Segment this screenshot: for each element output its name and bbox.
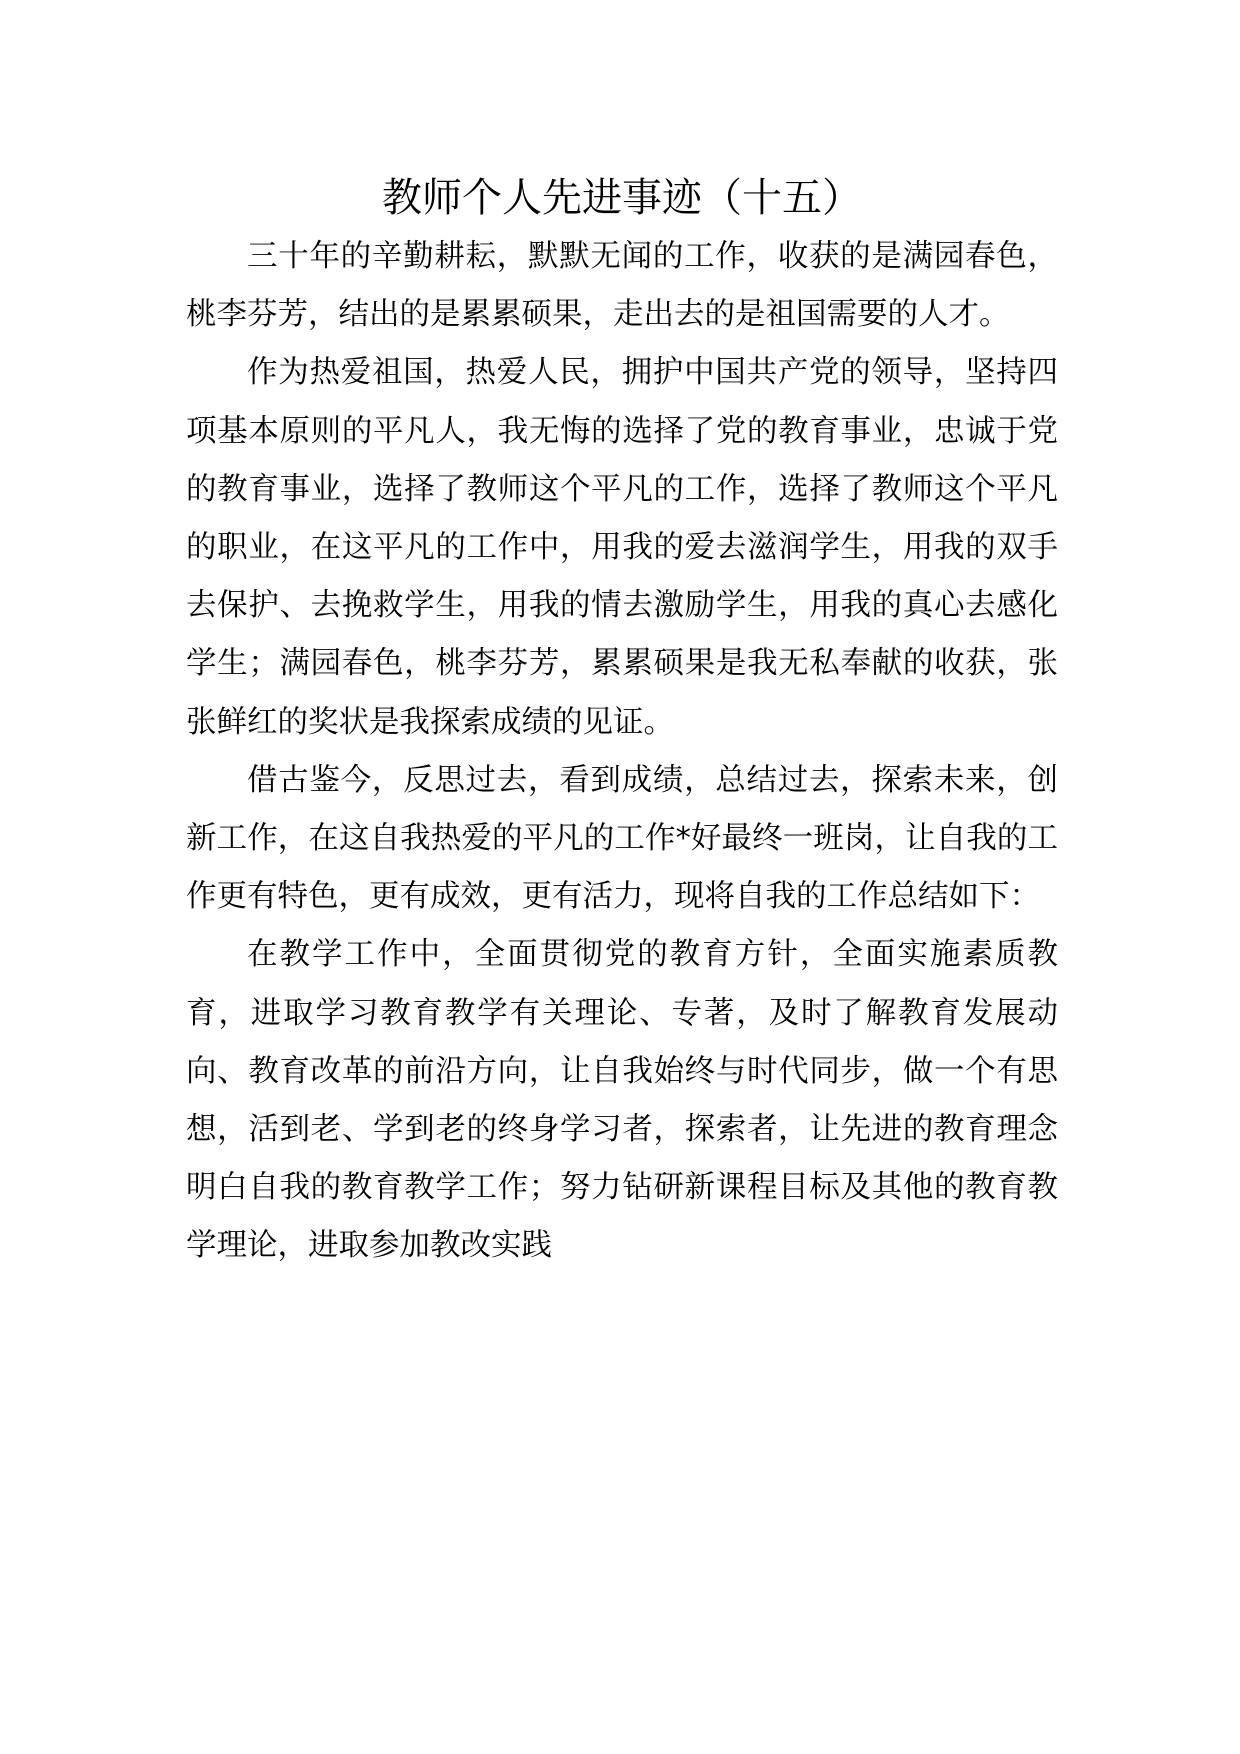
paragraph-3: 借古鉴今，反思过去，看到成绩，总结过去，探索未来，创新工作，在这自我热爱的平凡的工作*好最终一班岗，让自我的工作更有特色，更有成效，更有活力，现将自我的工作总结如下：: [186, 762, 1058, 915]
document-page: [186, 168, 1058, 1276]
paragraph-2: 作为热爱祖国，热爱人民，拥护中国共产党的领导，坚持四项基本原则的平凡人，我无悔的选择了党的教育事业，忠诚于党的教育事业，选择了教师这个平凡的工作，选择了教师这个平凡的职业，在这平凡的工作中，用我的爱去滋润学生，用我的双手去保护、去挽救学生，用我的情去激励学生，用我的真心去感化学生；满园春色，桃李芬芳，累累硕果是我无私奉献的收获，张张鲜红的奖状是我探索成绩的见证。: [186, 355, 1058, 740]
paragraph-1: 三十年的辛勤耕耘，默默无闻的工作，收获的是满园春色，桃李芬芳，结出的是累累硕果，走出去的是祖国需要的人才。: [186, 239, 1058, 333]
paragraph-4: 在教学工作中，全面贯彻党的教育方针，全面实施素质教育，进取学习教育教学有关理论、专著，及时了解教育发展动向、教育改革的前沿方向，让自我始终与时代同步，做一个有思想，活到老、学到老的终身学习者，探索者，让先进的教育理念明白自我的教育教学工作；努力钻研新课程目标及其他的教育教学理论，进取参加教改实践: [186, 937, 1058, 1264]
document-title: 教师个人先进事迹（十五）: [382, 175, 862, 221]
